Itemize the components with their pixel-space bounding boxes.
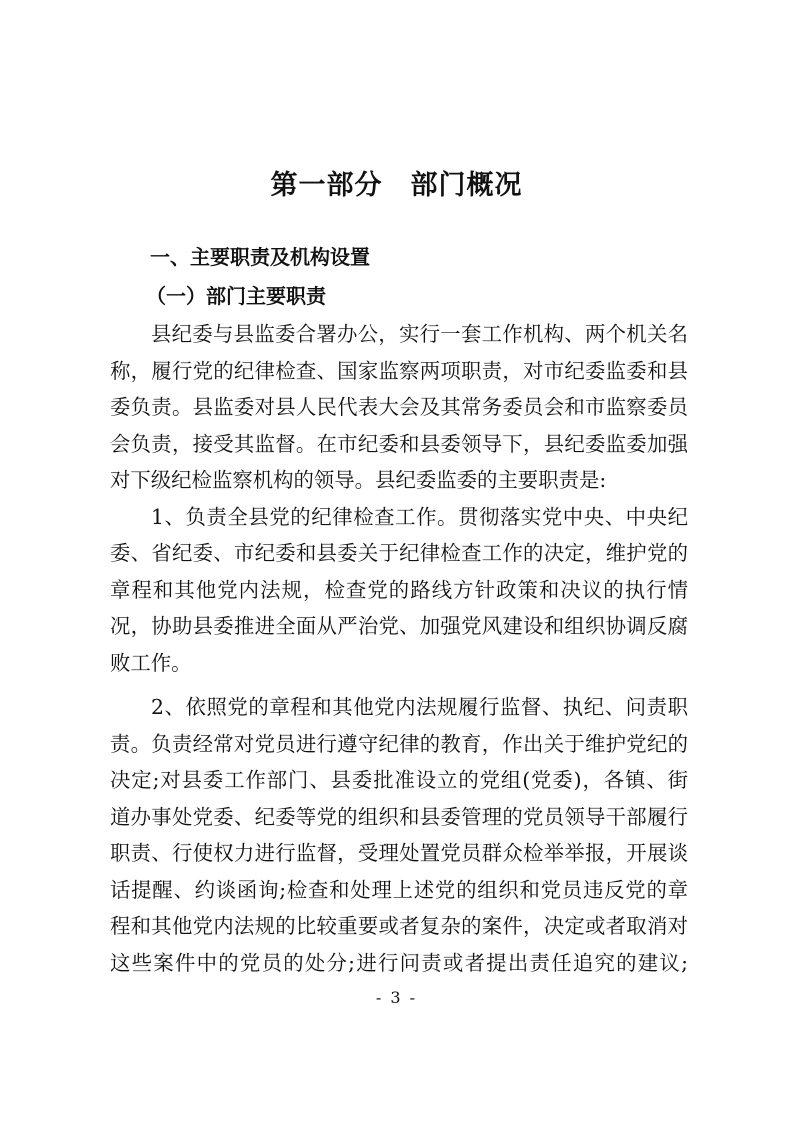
document-body [110,238,688,981]
paragraph-line: 败工作。 [110,650,192,675]
paragraph-line: 责。负责经常对党员进行遵守纪律的教育，作出关于维护党纪的 [110,731,688,756]
paragraph-line: 委、省纪委、市纪委和县委关于纪律检查工作的决定，维护党的 [110,541,688,565]
section-heading: 一、主要职责及机构设置 [150,245,370,269]
paragraph-line: 对下级纪检监察机构的领导。县纪委监委的主要职责是: [110,468,607,492]
paragraph-intro [110,316,688,499]
paragraph-line: 程和其他党内法规的比较重要或者复杂的案件，决定或者取消对 [110,914,688,938]
paragraph-line: 2、依照党的章程和其他党内法规履行监督、执纪、问责职 [151,695,688,719]
page-title: 第一部分 部门概况 [270,170,523,201]
paragraph-line: 会负责，接受其监督。在市纪委和县委领导下，县纪委监委加强 [110,431,688,456]
paragraph-line: 职责、行使权力进行监督，受理处置党员群众检举举报，开展谈 [110,841,688,865]
paragraph-line: 这些案件中的党员的处分;进行问责或者提出责任追究的建议; [110,950,688,975]
paragraph-line: 况，协助县委推进全面从严治党、加强党风建设和组织协调反腐 [110,614,688,638]
page-number: - 3 - [375,988,418,1007]
paragraph-line: 话提醒、约谈函询;检查和处理上述党的组织和党员违反党的章 [110,877,688,902]
subsection-heading: （一）部门主要职责 [146,284,326,308]
paragraph-duty-1 [110,499,688,682]
paragraph-line: 道办事处党委、纪委等党的组织和县委管理的党员领导干部履行 [110,804,688,829]
paragraph-line: 委负责。县监委对县人民代表大会及其常务委员会和市监察委员 [110,395,688,419]
paragraph-line: 1、负责全县党的纪律检查工作。贯彻落实党中央、中央纪 [151,504,688,529]
paragraph-line: 决定;对县委工作部门、县委批准设立的党组(党委)，各镇、街 [110,768,688,792]
paragraph-line: 章程和其他党内法规，检查党的路线方针政策和决议的执行情 [110,577,688,602]
paragraph-gap [110,681,688,689]
paragraph-line: 县纪委与县监委合署办公，实行一套工作机构、两个机关名 [151,322,688,346]
paragraph-duty-2 [110,689,688,981]
paragraph-line: 称，履行党的纪律检查、国家监察两项职责，对市纪委监委和县 [110,358,688,383]
